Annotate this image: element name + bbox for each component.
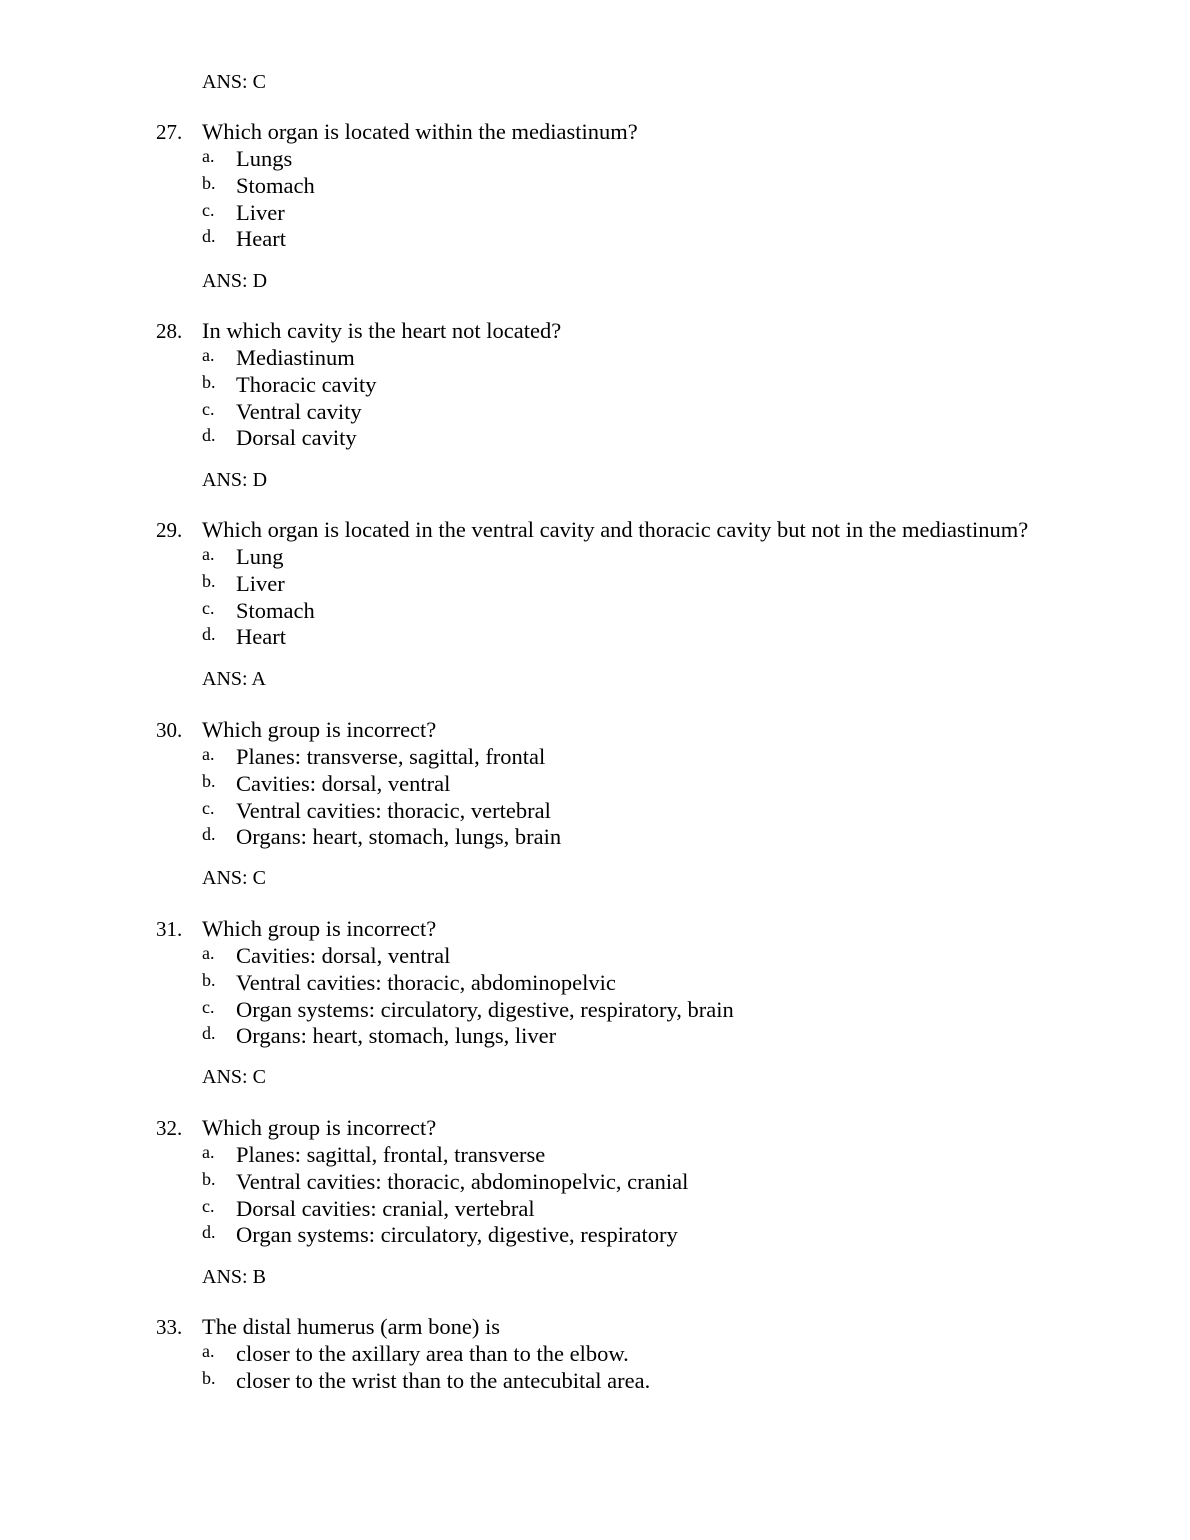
option-a: [0, 942, 1190, 969]
option-letter: c.: [202, 597, 215, 618]
option-a: [0, 344, 1190, 371]
question-text: Which group is incorrect?: [202, 717, 437, 742]
question-number: 30.: [156, 718, 183, 742]
option-d: [0, 823, 1190, 850]
option-text: Ventral cavities: thoracic, vertebral: [236, 797, 551, 823]
option-letter: d.: [202, 824, 216, 845]
question-28: [0, 318, 1190, 451]
option-text: Cavities: dorsal, ventral: [236, 770, 451, 796]
question-number: 28.: [156, 319, 183, 343]
option-text: Thoracic cavity: [236, 371, 377, 397]
option-text: Stomach: [236, 172, 315, 198]
question-number: 32.: [156, 1116, 183, 1140]
option-a: [0, 543, 1190, 570]
option-a: [0, 743, 1190, 770]
option-a: [0, 1141, 1190, 1168]
option-text: Ventral cavity: [236, 398, 362, 424]
option-d: [0, 424, 1190, 451]
option-letter: c.: [202, 199, 215, 220]
option-letter: a.: [202, 1341, 215, 1361]
option-c: [0, 1195, 1190, 1222]
option-letter: c.: [202, 398, 215, 419]
option-b: [0, 371, 1190, 398]
option-b: [0, 969, 1190, 996]
option-b: [0, 770, 1190, 797]
question-number: 31.: [156, 917, 183, 941]
answer-key: ANS: C: [202, 1066, 266, 1088]
option-letter: b.: [202, 1168, 216, 1189]
question-text: Which group is incorrect?: [202, 1115, 437, 1140]
option-text: Organ systems: circulatory, digestive, respiratory, brain: [236, 996, 734, 1022]
option-letter: b.: [202, 1367, 216, 1388]
option-letter: d.: [202, 425, 216, 446]
question-number: 27.: [156, 120, 183, 144]
answer-key: ANS: A: [202, 668, 266, 690]
option-letter: d.: [202, 1023, 216, 1044]
option-text: Heart: [236, 226, 286, 252]
option-text: Dorsal cavity: [236, 425, 357, 451]
question-27: [0, 119, 1190, 252]
option-letter: b.: [202, 172, 216, 193]
option-text: Mediastinum: [236, 345, 355, 370]
answer-key: ANS: B: [202, 1266, 266, 1288]
answer-key: ANS: C: [202, 867, 266, 889]
option-c: [0, 199, 1190, 226]
option-letter: b.: [202, 371, 216, 392]
option-text: Organs: heart, stomach, lungs, brain: [236, 824, 562, 850]
option-text: closer to the wrist than to the antecubital area.: [236, 1367, 651, 1393]
option-b: [0, 570, 1190, 597]
option-text: Stomach: [236, 597, 315, 623]
option-letter: a.: [202, 1142, 215, 1162]
option-letter: c.: [202, 797, 215, 818]
option-text: Organs: heart, stomach, lungs, liver: [236, 1023, 557, 1049]
option-text: Cavities: dorsal, ventral: [236, 943, 451, 968]
question-30: [0, 717, 1190, 850]
option-text: Planes: sagittal, frontal, transverse: [236, 1142, 546, 1167]
question-29: [0, 517, 1190, 650]
option-letter: b.: [202, 570, 216, 591]
option-text: Heart: [236, 624, 286, 650]
option-letter: a.: [202, 744, 215, 764]
question-text: Which organ is located in the ventral cavity and thoracic cavity but not in the mediastinum?: [202, 517, 1029, 542]
option-text: Ventral cavities: thoracic, abdominopelvic, cranial: [236, 1168, 689, 1194]
option-text: Lung: [236, 544, 284, 569]
answer-key: ANS: D: [202, 469, 268, 491]
option-b: [0, 1367, 1190, 1394]
option-a: [0, 145, 1190, 172]
option-letter: d.: [202, 1222, 216, 1243]
option-d: [0, 1022, 1190, 1049]
option-b: [0, 172, 1190, 199]
option-text: Dorsal cavities: cranial, vertebral: [236, 1195, 535, 1221]
option-d: [0, 623, 1190, 650]
option-text: Liver: [236, 199, 285, 225]
option-c: [0, 797, 1190, 824]
option-letter: b.: [202, 770, 216, 791]
option-text: Planes: transverse, sagittal, frontal: [236, 744, 546, 769]
option-c: [0, 597, 1190, 624]
option-b: [0, 1168, 1190, 1195]
option-text: Lungs: [236, 146, 293, 171]
option-letter: d.: [202, 624, 216, 645]
option-letter: c.: [202, 996, 215, 1017]
option-letter: a.: [202, 146, 215, 166]
option-letter: a.: [202, 544, 215, 564]
question-text: Which group is incorrect?: [202, 916, 437, 941]
answer-key: ANS: C: [202, 71, 266, 93]
option-c: [0, 398, 1190, 425]
option-letter: a.: [202, 943, 215, 963]
answer-key: ANS: D: [202, 270, 268, 292]
option-text: Liver: [236, 570, 285, 596]
option-letter: a.: [202, 345, 215, 365]
question-32: [0, 1115, 1190, 1248]
option-c: [0, 996, 1190, 1023]
option-text: Ventral cavities: thoracic, abdominopelvic: [236, 969, 616, 995]
option-d: [0, 225, 1190, 252]
question-number: 33.: [156, 1315, 183, 1339]
option-d: [0, 1221, 1190, 1248]
question-text: In which cavity is the heart not located?: [202, 318, 562, 343]
option-letter: d.: [202, 226, 216, 247]
question-number: 29.: [156, 518, 183, 542]
question-text: The distal humerus (arm bone) is: [202, 1314, 501, 1339]
option-text: Organ systems: circulatory, digestive, respiratory: [236, 1222, 678, 1248]
option-text: closer to the axillary area than to the elbow.: [236, 1341, 629, 1366]
question-33: [0, 1314, 1190, 1394]
question-text: Which organ is located within the mediastinum?: [202, 119, 638, 144]
question-31: [0, 916, 1190, 1049]
option-a: [0, 1340, 1190, 1367]
option-letter: c.: [202, 1195, 215, 1216]
option-letter: b.: [202, 969, 216, 990]
